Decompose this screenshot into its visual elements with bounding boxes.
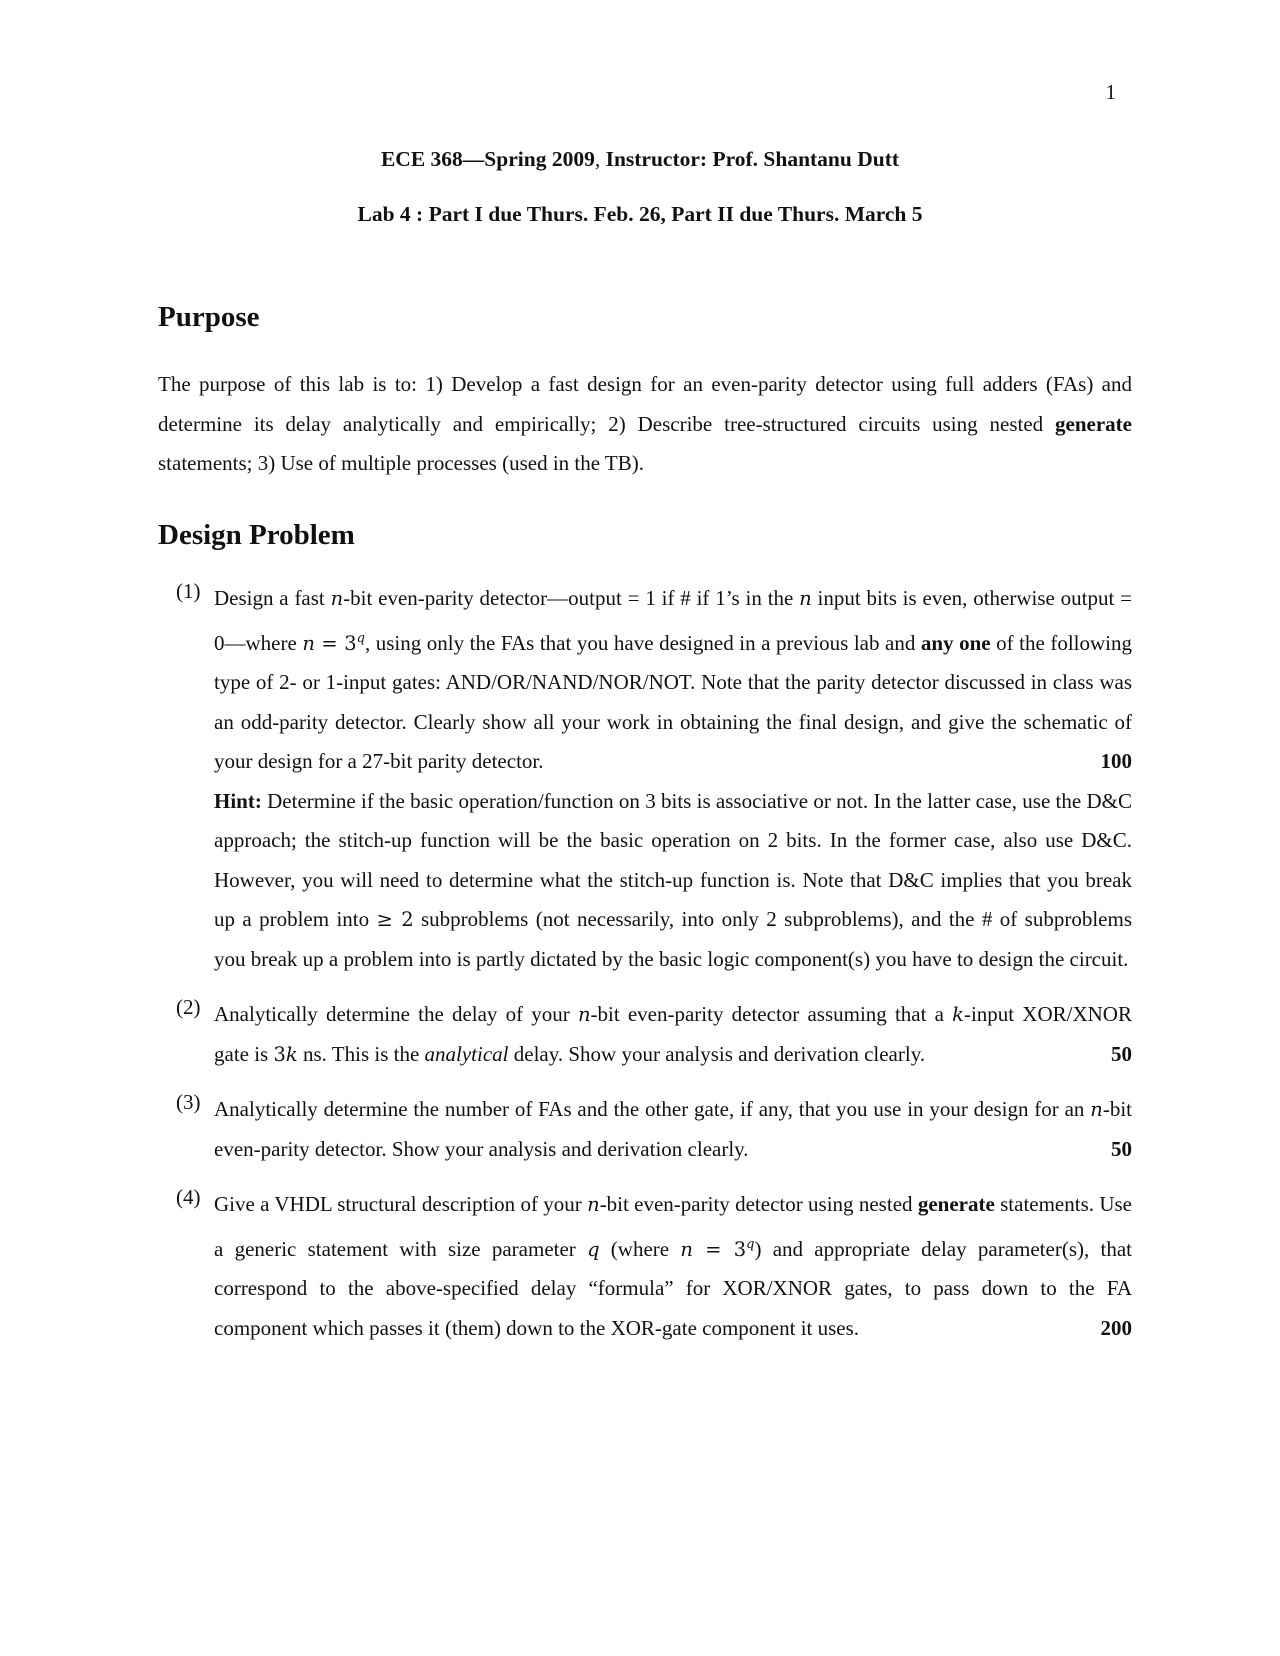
text-run: -bit even-parity detector assuming that a — [590, 1002, 953, 1026]
problem-item — [158, 995, 1132, 1074]
points-value: 50 — [1111, 1041, 1132, 1066]
purpose-paragraph — [158, 365, 1132, 484]
purpose-text: The purpose of this lab is to: 1) Develop a fast design for an even-parity detector using full adders (FAs) and determine its delay analytically and empirically; 2) Describe tree-structured circuits using nested — [158, 372, 1132, 436]
text-run: of the following type of 2- or 1-input gates: AND/OR/NAND/NOR/NOT. Note that the parity detector discussed in class was an odd-parity detector. Clearly show all your work in obtaining the final design, and give the schematic of your design for a 27-bit parity detector. — [214, 630, 1133, 773]
purpose-heading: Purpose — [158, 301, 260, 333]
problem-item — [158, 1090, 1132, 1169]
math-variable: k — [285, 1042, 298, 1066]
design-problem-heading: Design Problem — [158, 519, 355, 551]
purpose-section — [158, 301, 1132, 484]
points-value: 50 — [1111, 1136, 1132, 1161]
problem-list — [158, 579, 1132, 1348]
course-title: ECE 368—Spring 2009 — [380, 147, 595, 171]
math-operator: = — [314, 631, 345, 655]
math-variable: n — [799, 587, 812, 610]
math-number: 3 — [344, 631, 357, 655]
math-variable: n — [587, 1193, 600, 1216]
text-run: -bit even-parity detector. Show your analysis and derivation clearly. — [214, 1097, 1132, 1161]
math-variable: n — [302, 631, 315, 655]
page-number: 1 — [1105, 80, 1116, 104]
problem-item — [158, 579, 1132, 979]
hint-text — [214, 782, 1132, 980]
math-operator: ≥ — [376, 908, 393, 931]
text-run: Design a fast — [214, 586, 331, 610]
math-variable: q — [587, 1237, 600, 1261]
problem-number: (2) — [176, 995, 201, 1019]
text-run: -input XOR/XNOR gate is — [214, 1002, 1132, 1066]
problem-number: (3) — [176, 1090, 201, 1114]
text-run: Give a VHDL structural description of your — [214, 1192, 588, 1216]
problem-text — [214, 995, 1132, 1074]
problem-text — [214, 1185, 1132, 1348]
math-exponent: q — [356, 630, 365, 646]
text-run: -bit even-parity detector—output = 1 if # if 1’s in the — [343, 586, 800, 610]
math-variable: n — [577, 1003, 591, 1026]
text-run: statements. Use a generic statement with size parameter — [214, 1192, 1132, 1261]
lab-due-dates: Lab 4 : Part I due Thurs. Feb. 26, Part II due Thurs. March 5 — [357, 202, 923, 226]
problem-text — [214, 1090, 1132, 1169]
math-number: 3 — [273, 1042, 286, 1066]
math-variable: k — [952, 1003, 964, 1026]
italic-text: analytical — [424, 1041, 509, 1066]
text-run: ns. This is the — [297, 1041, 425, 1066]
math-number: 3 — [733, 1237, 747, 1261]
math-operator: = — [692, 1237, 734, 1261]
header-separator: , — [594, 147, 606, 171]
math-variable: n — [330, 587, 344, 610]
purpose-bold: generate — [1055, 411, 1132, 436]
math-number: 2 — [392, 908, 414, 931]
text-run: -bit even-parity detector using nested — [599, 1192, 918, 1216]
problem-text — [214, 579, 1132, 782]
text-run: delay. Show your analysis and derivation clearly. — [508, 1041, 926, 1066]
design-problem-section — [158, 519, 1132, 1348]
bold-text: generate — [917, 1192, 995, 1216]
text-run: (where — [599, 1236, 681, 1261]
problem-item — [158, 1185, 1132, 1348]
points-value: 200 — [1100, 1315, 1132, 1340]
points-value: 100 — [1100, 749, 1132, 773]
document-header — [0, 147, 1280, 225]
purpose-text-end: statements; 3) Use of multiple processes (used in the TB). — [158, 451, 645, 475]
math-variable: n — [680, 1237, 693, 1261]
text-run: Determine if the basic operation/function on 3 bits is associative or not. In the latter case, use the D&C approach; the stitch-up function will be the basic operation on 2 bits. In the former case, also use D&C. However, you will need to determine what the stitch-up function is. Note that D&C implies that you break up a problem into — [214, 788, 1132, 931]
text-run: input bits is even, otherwise output = 0—where — [214, 586, 1132, 655]
math-variable: n — [1090, 1098, 1103, 1121]
course-line — [0, 147, 1280, 170]
instructor-name: Instructor: Prof. Shantanu Dutt — [605, 147, 900, 171]
text-run: Analytically determine the delay of your — [214, 1002, 578, 1026]
hint-label: Hint: — [214, 788, 262, 813]
problem-number: (1) — [176, 579, 201, 603]
bold-text: any one — [920, 630, 991, 655]
problem-number: (4) — [176, 1185, 201, 1209]
text-run: subproblems (not necessarily, into only 2 subproblems), and the # of subproblems you break up a problem into is partly dictated by the basic logic component(s) you have to design the circuit. — [214, 907, 1132, 971]
text-run: Analytically determine the number of FAs and the other gate, if any, that you use in your design for an — [214, 1097, 1091, 1121]
text-run: ) and appropriate delay parameter(s), that correspond to the above-specified delay “formula” for XOR/XNOR gates, to pass down to the FA component which passes it (them) down to the XOR-gate component it uses. — [214, 1236, 1132, 1340]
text-run: , using only the FAs that you have designed in a previous lab and — [364, 630, 921, 655]
math-exponent: q — [746, 1236, 755, 1252]
